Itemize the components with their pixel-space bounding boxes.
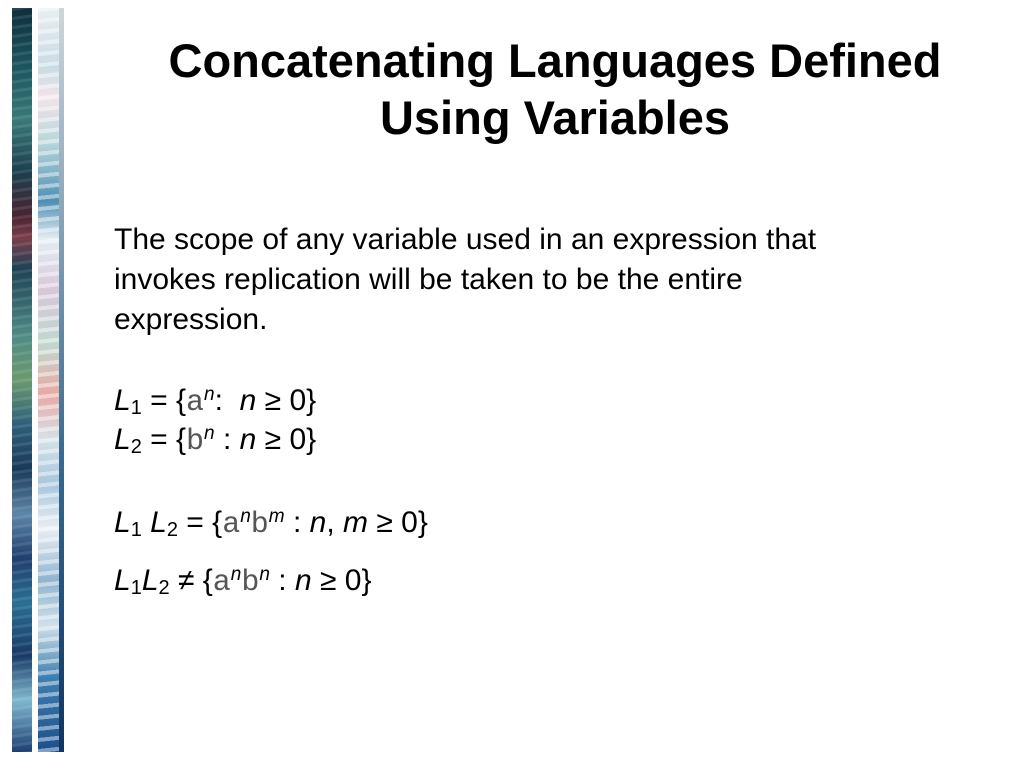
body-paragraph (114, 220, 974, 340)
paragraph-line: expression. (114, 303, 268, 336)
slide-title-line: Using Variables (379, 91, 731, 144)
paragraph-line: The scope of any variable used in an expression that (114, 223, 817, 256)
slide-title (110, 32, 1000, 146)
equation-inequality: $L_1L_2 \ne \{a^nb^n$ : n ≥ 0} (114, 564, 372, 600)
decorative-strip-dark (12, 8, 32, 752)
equation-l2: $L_2 = \{b^n$ : n ≥ 0} (114, 423, 317, 459)
equation-concat: $L_1$ $L_2 = \{a^nb^m$ : n, m ≥ 0} (114, 506, 428, 542)
paragraph-line: invokes replication will be taken to be the entire (114, 263, 743, 296)
slide-title-line: Concatenating Languages Defined (168, 34, 942, 87)
decorative-strip-light (38, 8, 64, 752)
equation-l1: $L_1 = \{a^n$: n ≥ 0} (114, 384, 317, 420)
